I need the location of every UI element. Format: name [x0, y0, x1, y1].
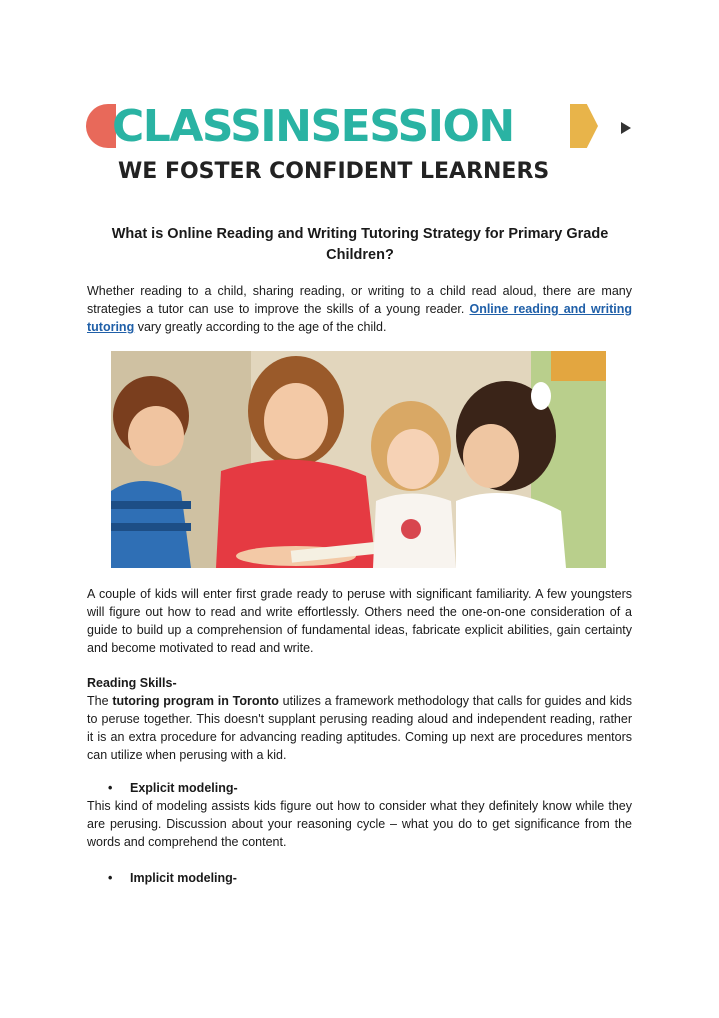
tutoring-program-toronto: tutoring program in Toronto [112, 694, 279, 708]
logo [86, 100, 636, 190]
logo-tagline: WE FOSTER CONFIDENT LEARNERS [118, 159, 550, 184]
bullet-label: Explicit modeling- [130, 781, 238, 795]
intro-text-start: Whether reading to a child, sharing reading, or writing to a child read aloud, there are many strategies a tutor can use to improve the skills of a young reader. [87, 284, 632, 316]
bullet-marker: • [108, 871, 113, 885]
paragraph-explicit-modeling: This kind of modeling assists kids figure out how to consider what they definitely know while they are perusing. Discussion about your reasoning cycle – what you do to get significance from the words and comprehend the content. [87, 799, 632, 849]
online-tutoring-link[interactable]: Online reading and writing tutoring [87, 302, 632, 334]
tutoring-photo-illustration [111, 351, 606, 568]
logo-arrow-icon [621, 122, 631, 134]
reading-skills-text-end: utilizes a framework methodology that calls for guides and kids to peruse together. This doesn't supplant perusing reading aloud and independent reading, rather it is an extra procedure for advancing reading aptitudes. Coming up next are procedures mentors can utilize when perusing with a kid. [87, 694, 633, 762]
paragraph-first-grade: A couple of kids will enter first grade ready to peruse with significant familiarity. A few youngsters will figure out how to read and write effortlessly. Others need the one-on-one consideration of a guide to build up a comprehension of fundamental ideas, fabricate explicit abilities, gain certainty and become motivated to read and write. [87, 587, 632, 655]
logo-name: CLASSINSESSION [112, 101, 514, 152]
bullet-label: Implicit modeling- [130, 871, 237, 885]
document-title: What is Online Reading and Writing Tutoring Strategy for Primary Grade Children? [111, 226, 609, 263]
reading-skills-text-start: The [87, 694, 113, 708]
reading-skills-section [87, 674, 632, 764]
tutoring-photo [111, 351, 606, 568]
logo-pencil-shape [570, 104, 598, 148]
bullet-marker: • [108, 781, 113, 795]
reading-skills-heading: Reading Skills- [87, 676, 177, 690]
intro-text-end: vary greatly according to the age of the child. [134, 320, 387, 334]
intro-paragraph [87, 282, 632, 336]
